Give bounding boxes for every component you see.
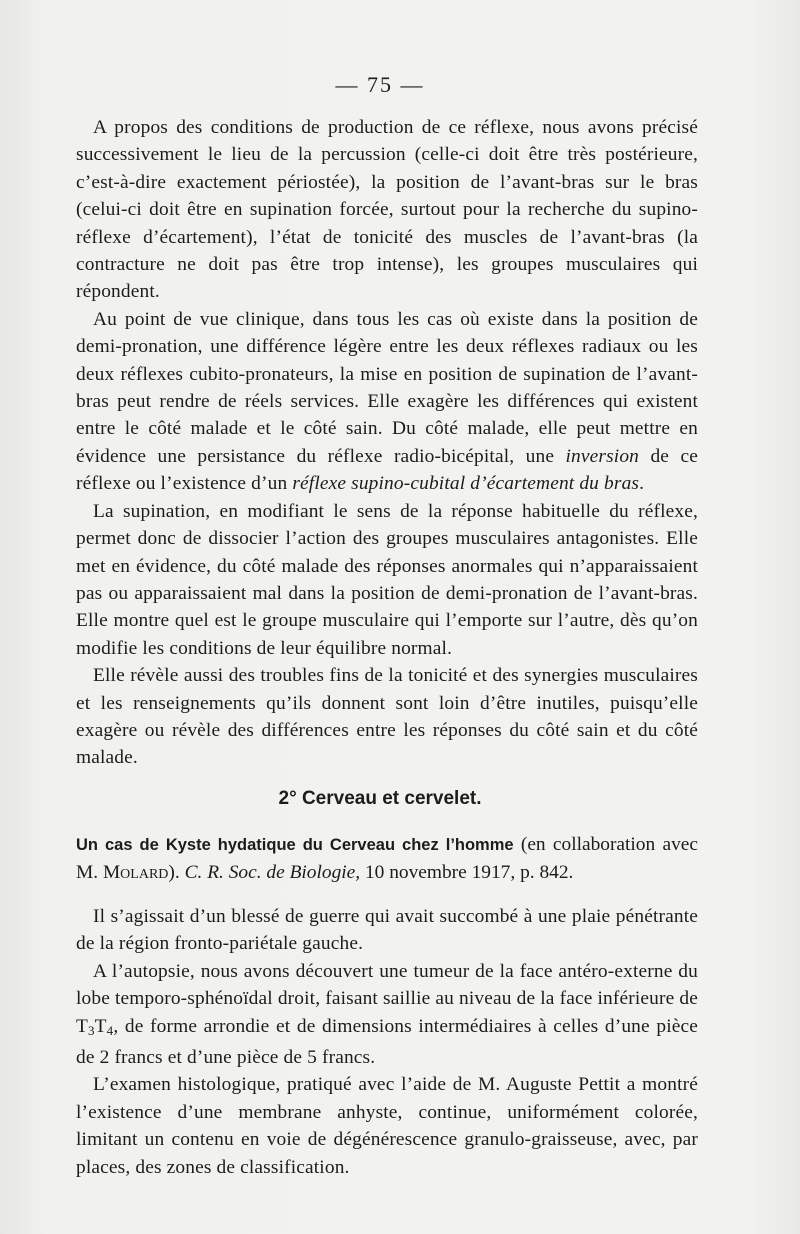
author-name: Molard xyxy=(102,862,169,883)
text-run: A l’autopsie, nous avons découvert une tumeur de la face antéro-externe du lobe temporo-sphénoïdal droit, faisant saillie au niveau de la face inférieure de T xyxy=(76,960,698,1037)
paragraph: A propos des conditions de production de ce réflexe, nous avons précisé successivement le lieu de la percussion (celle-ci doit être très postérieure, c’est-à-dire exactement périostée), la position de l’avant-bras sur le bras (celui-ci doit être en supination forcée, surtout pour la recherche du supino-réflexe d’écartement), l’état de tonicité des muscles de l’avant-bras (la contracture ne doit pas être trop intense), les groupes musculaires qui répondent. xyxy=(76,117,698,303)
italic-term: inversion xyxy=(565,445,640,467)
reference-entry xyxy=(76,831,698,886)
text-run: , de forme arrondie et de dimensions intermédiaires à celles d’une pièce de 2 francs et d’une pièce de 5 francs. xyxy=(76,1015,698,1069)
body-text-top xyxy=(76,114,698,772)
page-number: — 75 — xyxy=(335,72,425,97)
text-run: (en collaboration avec M. xyxy=(76,834,698,883)
section-heading: 2° Cerveau et cervelet. xyxy=(278,788,482,809)
text-run: T xyxy=(94,1015,107,1037)
reference-date: 10 novembre 1917, p. 842. xyxy=(360,862,574,883)
paragraph xyxy=(76,958,698,1072)
paragraph: Il s’agissait d’un blessé de guerre qui avait succombé à une plaie pénétrante de la région fronto-pariétale gauche. xyxy=(76,906,698,955)
body-text-bottom xyxy=(76,903,698,1181)
journal-name: C. R. Soc. de Biologie, xyxy=(184,862,361,883)
text-run: ). xyxy=(168,862,185,883)
subscript: 4 xyxy=(106,1022,114,1038)
paragraph: Elle révèle aussi des troubles fins de la tonicité et des synergies musculaires et les renseignements qu’ils donnent sont loin d’être inutiles, puisqu’elle exagère ou révèle des différences entre les réponses du côté sain et du côté malade. xyxy=(76,665,698,769)
reference-title: Un cas de Kyste hydatique du Cerveau chez l’homme xyxy=(76,836,514,854)
paragraph: L’examen histologique, pratiqué avec l’aide de M. Auguste Pettit a montré l’existence d’une membrane anhyste, continue, uniformément colorée, limitant un contenu en voie de dégénérescence granulo-graisseuse, avec, par places, des zones de classification. xyxy=(76,1074,698,1178)
paragraph xyxy=(76,306,698,498)
text-run: Au point de vue clinique, dans tous les cas où existe dans la position de demi-pronation, une différence légère entre les deux réflexes radiaux ou les deux réflexes cubito-pronateurs, la mise en position de supination de l’avant-bras peut rendre de réels services. Elle exagère les différences qui existent entre le côté malade et le côté sain. Du côté malade, elle peut mettre en évidence une persistance du réflexe radio-bicépital, une xyxy=(76,308,698,467)
italic-term: réflexe supino-cubital d’écartement du bras xyxy=(292,473,640,495)
text-run: de ce réflexe ou l’existence d’un xyxy=(76,445,698,495)
paragraph: La supination, en modifiant le sens de la réponse habituelle du réflexe, permet donc de dissocier l’action des groupes musculaires antagonistes. Elle met en évidence, du côté malade des réponses anormales qui n’apparaissaient pas ou apparaissaient mal dans la position de demi-pronation de l’avant-bras. Elle montre quel est le groupe musculaire qui l’emporte sur l’autre, dès qu’on modifie les conditions de leur équilibre normal. xyxy=(76,500,698,659)
text-run: . xyxy=(639,473,645,495)
subscript: 3 xyxy=(88,1022,95,1038)
